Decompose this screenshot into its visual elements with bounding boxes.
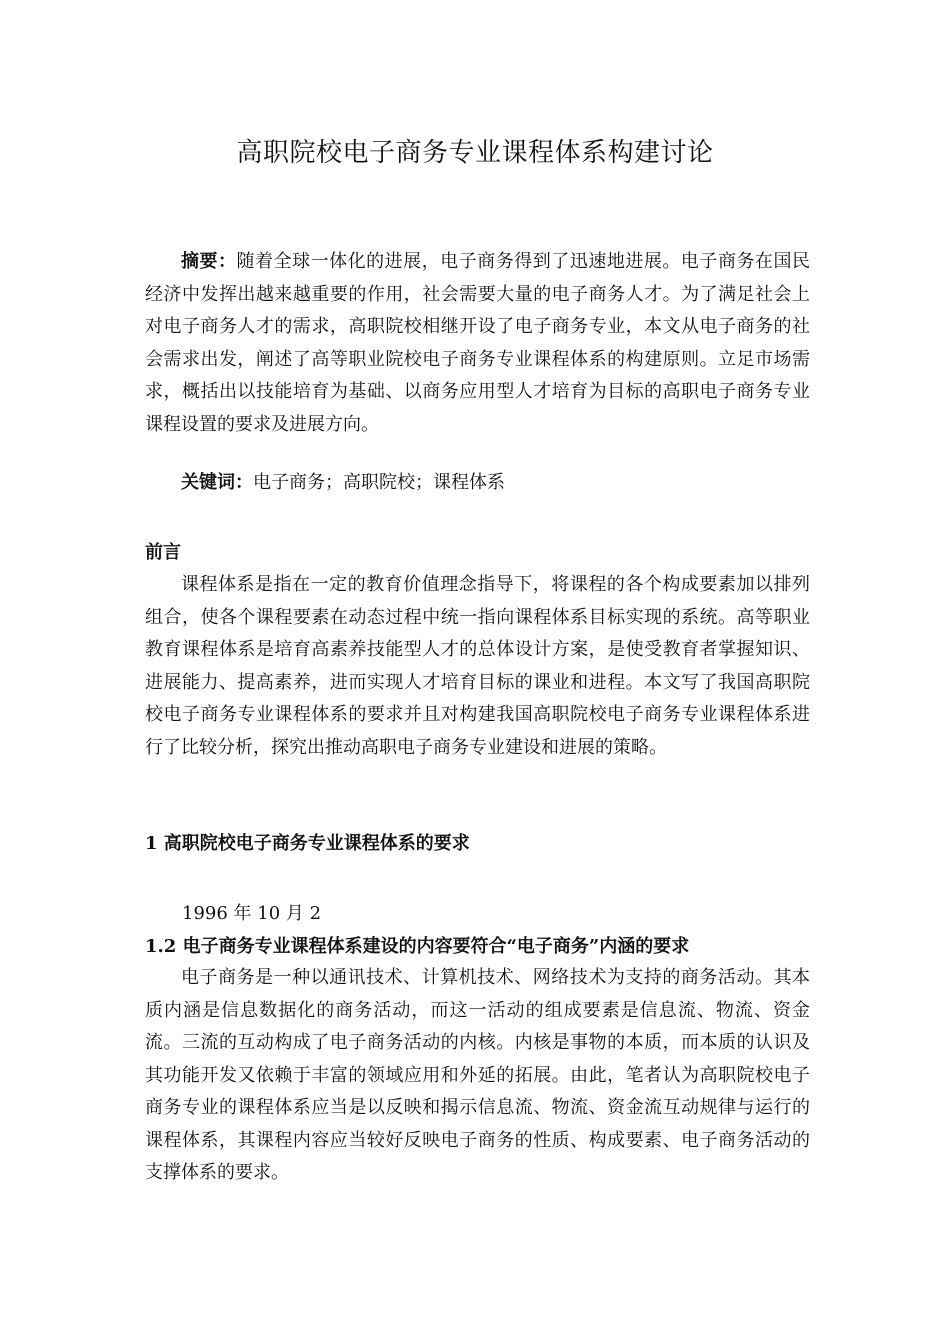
- keywords-label: 关键词：: [181, 472, 253, 493]
- abstract-paragraph: [145, 246, 810, 441]
- document-title: 高职院校电子商务专业课程体系构建讨论: [236, 138, 714, 168]
- abstract-text: 随着全球一体化的进展，电子商务得到了迅速地进展。电子商务在国民经济中发挥出越来越重要的作用，社会需要大量的电子商务人才。为了满足社会上对电子商务人才的需求，高职院校相继开设了电子商务专业，本文从电子商务的社会需求出发，阐述了高等职业院校电子商务专业课程体系的构建原则。立足市场需求，概括出以技能培育为基础、以商务应用型人才培育为目标的高职电子商务专业课程设置的要求及进展方向。: [145, 251, 810, 435]
- section-1-2-heading: 1.2 电子商务专业课程体系建设的内容要符合“电子商务”内涵的要求: [145, 936, 690, 957]
- preface-paragraph: 课程体系是指在一定的教育价值理念指导下，将课程的各个构成要素加以排列组合，使各个课程要素在动态过程中统一指向课程体系目标实现的系统。高等职业教育课程体系是培育高素养技能型人才的总体设计方案，是使受教育者掌握知识、进展能力、提高素养，进而实现人才培育目标的课业和进程。本文写了我国高职院校电子商务专业课程体系的要求并且对构建我国高职院校电子商务专业课程体系进行了比较分析，探究出推动高职电子商务专业建设和进展的策略。: [145, 574, 810, 758]
- section-1-heading: 1 高职院校电子商务专业课程体系的要求: [145, 833, 470, 854]
- abstract-label: 摘要：: [181, 251, 237, 272]
- keywords-paragraph: [145, 467, 810, 500]
- keywords-text: 电子商务；高职院校；课程体系: [253, 472, 505, 493]
- date-line: 1996 年 10 月 2: [182, 903, 322, 924]
- preface-heading: 前言: [145, 542, 181, 563]
- section-1-2-paragraph: 电子商务是一种以通讯技术、计算机技术、网络技术为支持的商务活动。其本质内涵是信息数据化的商务活动，而这一活动的组成要素是信息流、物流、资金流。三流的互动构成了电子商务活动的内核。内核是事物的本质，而本质的认识及其功能开发又依赖于丰富的领域应用和外延的拓展。由此，笔者认为高职院校电子商务专业的课程体系应当是以反映和揭示信息流、物流、资金流互动规律与运行的课程体系，其课程内容应当较好反映电子商务的性质、构成要素、电子商务活动的支撑体系的要求。: [145, 967, 810, 1183]
